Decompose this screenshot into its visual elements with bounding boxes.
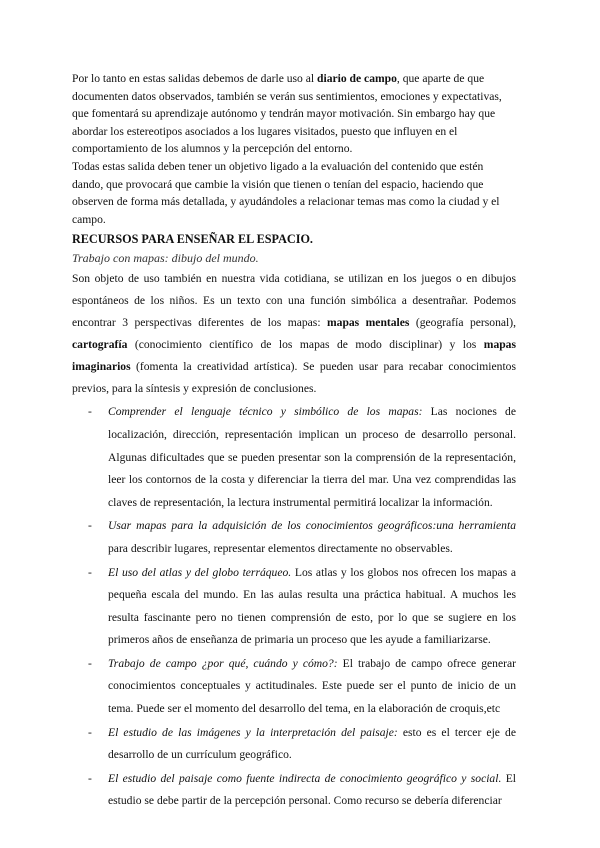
bold-term-diario-de-campo: diario de campo <box>317 72 397 85</box>
paragraph-text: Por lo tanto en estas salidas debemos de darle uso al <box>72 72 318 85</box>
paragraph-text: (conocimiento científico de los mapas de modo disciplinar) y los <box>127 338 484 352</box>
bullet-dash: - <box>88 725 92 739</box>
paragraph-diario-de-campo <box>72 70 516 158</box>
section-subheading: Trabajo con mapas: dibujo del mundo. <box>72 251 259 266</box>
list-item-title: Comprender el lenguaje técnico y simbólico de los mapas: <box>108 405 423 419</box>
paragraph-text: Son objeto de uso también en nuestra vida cotidiana, se utilizan en los juegos o en dibujos espontáneos de los niños. Es un texto con una función simbólica a desentrañar. Podemos encontrar 3 perspectivas diferentes de los mapas: <box>72 272 516 330</box>
bullet-dash: - <box>88 771 92 785</box>
list-item <box>72 562 516 652</box>
list-item-text: esto es el tercer eje de desarrollo de un currículum geográfico. <box>108 725 516 762</box>
paragraph-text: , que aparte de que documenten datos observados, también se verán sus sentimientos, emociones y expectativas, que fomentará su aprendizaje autónomo y tendrán mayor motivación. Sin embargo hay que abordar los estereotipos asociados a los lugares visitados, puesto que influyen en el comportamiento de los alumnos y la percepción del entorno. <box>72 72 502 156</box>
list-item <box>72 768 516 813</box>
bold-term-mapas-imaginarios: mapas imaginarios <box>72 338 516 374</box>
paragraph-text: (fomenta la creatividad artística). Se pueden usar para recabar conocimientos previos, para la síntesis y expresión de conclusiones. <box>72 360 516 396</box>
list-item-title: El estudio del paisaje como fuente indirecta de conocimiento geográfico y social. <box>108 771 502 785</box>
list-item <box>72 401 516 514</box>
list-item <box>72 722 516 767</box>
list-item-title: El estudio de las imágenes y la interpretación del paisaje: <box>108 725 398 739</box>
list-item-text: para describir lugares, representar elementos directamente no observables. <box>108 541 453 555</box>
section-heading: RECURSOS PARA ENSEÑAR EL ESPACIO. <box>72 232 313 247</box>
bullet-dash: - <box>88 565 92 579</box>
bullet-dash: - <box>88 405 92 419</box>
bold-term-mapas-mentales: mapas mentales <box>326 316 410 330</box>
bullet-dash: - <box>88 656 92 670</box>
list-item-title: Usar mapas para la adquisición de los conocimientos geográficos:una herramienta <box>108 519 516 533</box>
paragraph-mapas-intro <box>72 268 516 400</box>
list-item-text: El trabajo de campo ofrece generar conocimientos conceptuales y actitudinales. Este puede ser el punto de inicio de un tema. Puede ser el momento del desarrollo del tema, en la elaboración de croquis,etc <box>108 656 516 716</box>
list-item-title: Trabajo de campo ¿por qué, cuándo y cómo?: <box>108 656 338 670</box>
list-item-title: El uso del atlas y del globo terráqueo. <box>108 565 292 579</box>
list-item-text: El estudio se debe partir de la percepción personal. Como recurso se debería diferenciar <box>108 771 516 808</box>
paragraph-text: (geografía personal), <box>409 316 516 330</box>
list-item-text: Las nociones de localización, dirección, representación implican un proceso de desarrollo personal. Algunas dificultades que se pueden presentar son la comprensión de la representación, leer los contornos de la costa y diferenciar la tierra del mar. Una vez comprendidas las claves de representación, la lectura instrumental permitirá localizar la información. <box>108 405 516 509</box>
list-item <box>72 515 516 560</box>
bullet-dash: - <box>88 519 92 533</box>
resource-list <box>72 401 516 813</box>
bold-term-cartografia: cartografía <box>72 338 128 352</box>
list-item <box>72 653 516 721</box>
paragraph-objetivo: Todas estas salida deben tener un objetivo ligado a la evaluación del contenido que estén dando, que provocará que cambie la visión que tienen o tenían del espacio, haciendo que observen de forma más detallada, y ayudándoles a relacionar temas mas como la ciudad y el campo. <box>72 159 500 226</box>
list-item-text: Los atlas y los globos nos ofrecen los mapas a pequeña escala del mundo. En las aulas resulta una práctica habitual. A muchos les resulta fascinante pero no tienen comprensión de esto, por lo que se sugiere en los primeros años de enseñanza de primaria un proceso que les ayude a familiarizarse. <box>108 565 516 647</box>
